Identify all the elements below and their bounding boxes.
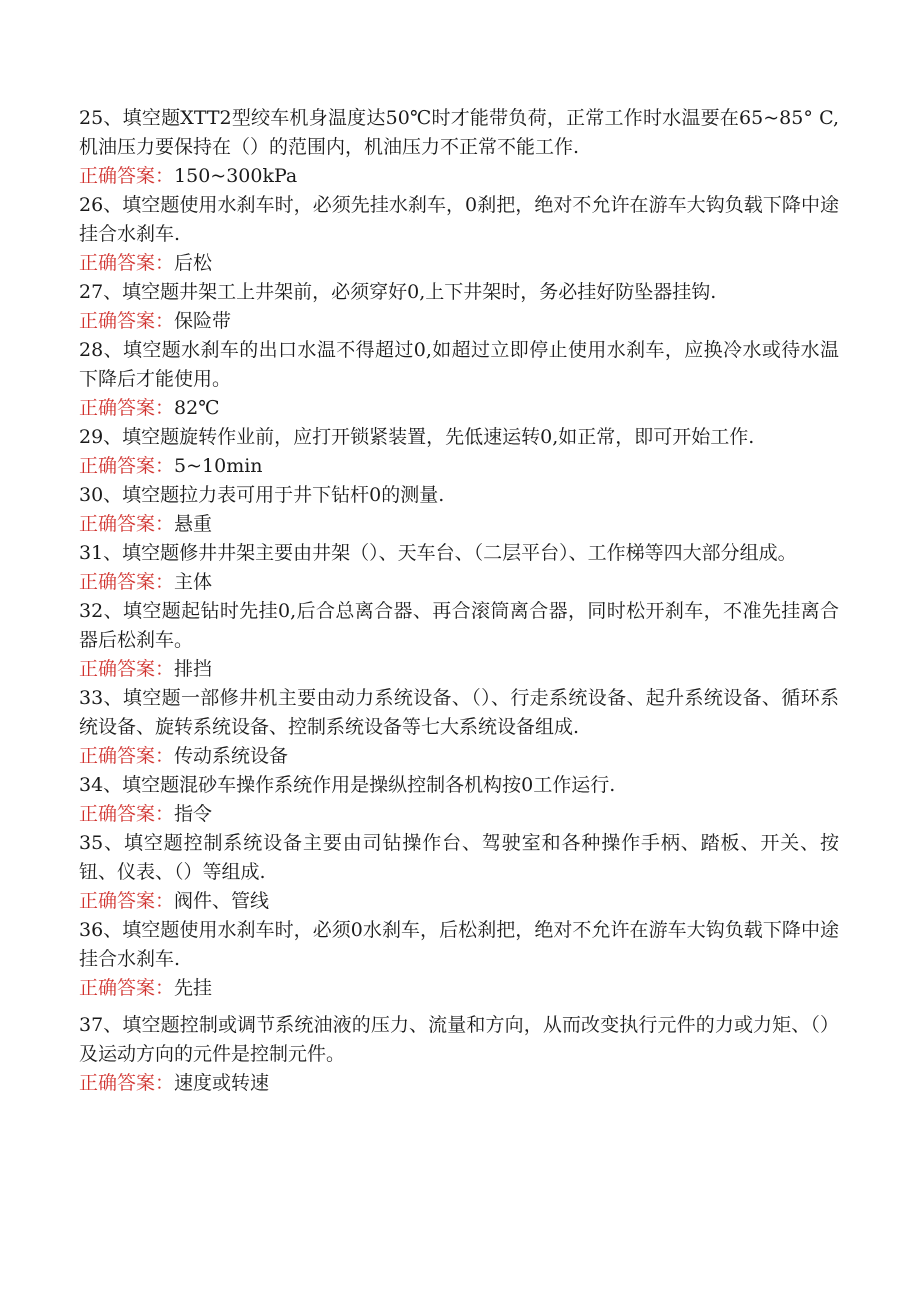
answer-value: 排挡 (174, 658, 213, 680)
answer-36 (79, 974, 839, 1003)
answer-37 (79, 1069, 839, 1098)
answer-26 (79, 249, 839, 278)
answer-value: 先挂 (174, 977, 213, 999)
answer-value: 150~300kPa (174, 165, 298, 187)
answer-value: 速度或转速 (174, 1072, 270, 1094)
answer-label: 正确答案： (79, 165, 175, 187)
answer-29 (79, 452, 839, 481)
answer-label: 正确答案： (79, 310, 175, 332)
answer-25 (79, 162, 839, 191)
answer-28 (79, 394, 839, 423)
answer-33 (79, 742, 839, 771)
answer-value: 传动系统设备 (174, 745, 289, 767)
answer-label: 正确答案： (79, 397, 175, 419)
answer-label: 正确答案： (79, 803, 175, 825)
answer-label: 正确答案： (79, 1072, 175, 1094)
question-28: 28、填空题水刹车的出口水温不得超过0,如超过立即停止使用水刹车，应换冷水或待水温下降后才能使用。 (79, 339, 839, 390)
answer-label: 正确答案： (79, 513, 175, 535)
answer-label: 正确答案： (79, 658, 175, 680)
answer-32 (79, 655, 839, 684)
question-31: 31、填空题修井井架主要由井架（）、天车台、（二层平台）、工作梯等四大部分组成。 (79, 542, 797, 564)
answer-value: 阀件、管线 (174, 890, 270, 912)
answer-value: 指令 (174, 803, 213, 825)
answer-label: 正确答案： (79, 455, 175, 477)
answer-34 (79, 800, 839, 829)
answer-value: 主体 (174, 571, 213, 593)
question-35: 35、填空题控制系统设备主要由司钻操作台、驾驶室和各种操作手柄、踏板、开关、按钮、仪表、（）等组成. (79, 832, 839, 883)
question-list (79, 104, 839, 1098)
answer-value: 悬重 (174, 513, 213, 535)
answer-value: 82℃ (174, 397, 220, 419)
answer-31 (79, 568, 839, 597)
answer-label: 正确答案： (79, 745, 175, 767)
answer-label: 正确答案： (79, 252, 175, 274)
question-34: 34、填空题混砂车操作系统作用是操纵控制各机构按0工作运行. (79, 774, 616, 796)
answer-label: 正确答案： (79, 977, 175, 999)
answer-30 (79, 510, 839, 539)
question-36: 36、填空题使用水刹车时，必须0水刹车，后松刹把，绝对不允许在游车大钩负载下降中途挂合水刹车. (79, 919, 839, 970)
question-29: 29、填空题旋转作业前，应打开锁紧装置，先低速运转0,如正常，即可开始工作. (79, 426, 755, 448)
answer-35 (79, 887, 839, 916)
answer-value: 保险带 (174, 310, 232, 332)
question-27: 27、填空题井架工上井架前，必须穿好0,上下井架时，务必挂好防坠器挂钩. (79, 281, 717, 303)
question-37: 37、填空题控制或调节系统油液的压力、流量和方向，从而改变执行元件的力或力矩、（）及运动方向的元件是控制元件。 (79, 1014, 839, 1065)
answer-label: 正确答案： (79, 571, 175, 593)
question-33: 33、填空题一部修井机主要由动力系统设备、（）、行走系统设备、起升系统设备、循环系统设备、旋转系统设备、控制系统设备等七大系统设备组成. (79, 687, 839, 738)
answer-value: 5~10min (174, 455, 263, 477)
question-32: 32、填空题起钻时先挂0,后合总离合器、再合滚筒离合器，同时松开刹车，不准先挂离合器后松刹车。 (79, 600, 839, 651)
question-30: 30、填空题拉力表可用于井下钻杆0的测量. (79, 484, 445, 506)
answer-label: 正确答案： (79, 890, 175, 912)
answer-value: 后松 (174, 252, 213, 274)
answer-27 (79, 307, 839, 336)
question-26: 26、填空题使用水刹车时，必须先挂水刹车，0刹把，绝对不允许在游车大钩负载下降中途挂合水刹车. (79, 194, 839, 245)
question-25: 25、填空题XTT2型绞车机身温度达50℃时才能带负荷，正常工作时水温要在65~85° C,机油压力要保持在（）的范围内，机油压力不正常不能工作. (79, 107, 839, 158)
